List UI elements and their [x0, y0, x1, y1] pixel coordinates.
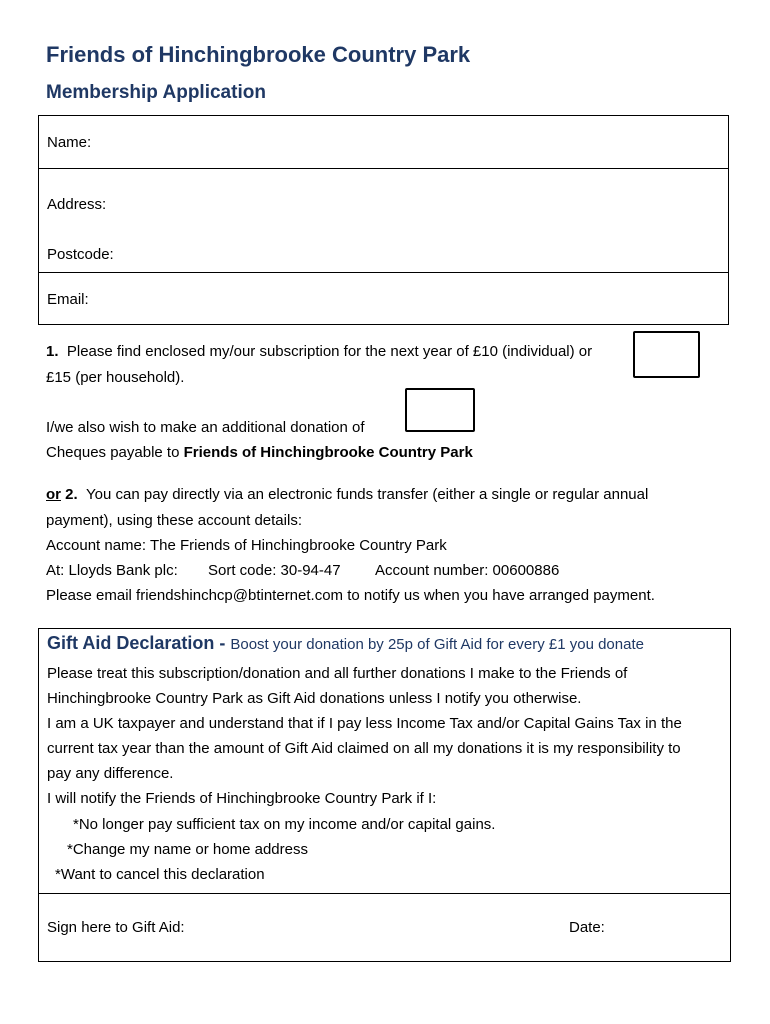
contact-details-box [38, 115, 729, 325]
bank-name: At: Lloyds Bank plc: [46, 562, 178, 579]
page-title: Friends of Hinchingbrooke Country Park [46, 42, 471, 67]
divider [39, 168, 728, 169]
sort-code: Sort code: 30-94-47 [208, 562, 341, 579]
gift-aid-box [38, 628, 731, 962]
date-label: Date: [569, 919, 605, 936]
or-label: or [46, 486, 61, 503]
divider [39, 272, 728, 273]
gift-aid-text: I am a UK taxpayer and understand that if I pay less Income Tax and/or Capital Gains Tax in the [47, 715, 682, 732]
email-field[interactable] [119, 280, 719, 318]
gift-aid-condition: *Change my name or home address [67, 841, 308, 858]
gift-aid-heading-line [47, 633, 644, 654]
gift-aid-condition: *Want to cancel this declaration [55, 866, 265, 883]
gift-aid-text: current tax year than the amount of Gift Aid claimed on all my donations it is my responsibility to [47, 740, 681, 757]
gift-aid-condition: *No longer pay sufficient tax on my income and/or capital gains. [73, 816, 496, 833]
postcode-field[interactable] [129, 234, 719, 268]
page-subtitle: Membership Application [46, 82, 266, 103]
gift-aid-text: Hinchingbrooke Country Park as Gift Aid donations unless I notify you otherwise. [47, 690, 582, 707]
gift-aid-text: Please treat this subscription/donation and all further donations I make to the Friends of [47, 665, 628, 682]
address-label: Address: [47, 196, 107, 213]
option1-line2: £15 (per household). [46, 369, 185, 386]
account-number: Account number: 00600886 [375, 562, 560, 579]
gift-aid-text: I will notify the Friends of Hinchingbrooke Country Park if I: [47, 790, 437, 807]
date-field[interactable] [614, 905, 722, 951]
email-label: Email: [47, 291, 89, 308]
gift-aid-text: pay any difference. [47, 765, 174, 782]
name-label: Name: [47, 134, 92, 151]
subscription-amount-box[interactable] [633, 331, 700, 378]
option2-text: You can pay directly via an electronic funds transfer (either a single or regular annual [86, 486, 649, 503]
cheque-payee: Friends of Hinchingbrooke Country Park [183, 444, 473, 461]
cheque-prefix: Cheques payable to [46, 444, 184, 461]
postcode-label: Postcode: [47, 246, 114, 263]
name-field[interactable] [119, 124, 719, 164]
option2-line1 [46, 486, 648, 503]
option1-line1 [46, 343, 592, 360]
donation-text: I/we also wish to make an additional donation of [46, 419, 365, 436]
divider [39, 893, 730, 894]
donation-amount-box[interactable] [405, 388, 475, 432]
option2-number: 2. [65, 486, 78, 503]
cheque-line [46, 444, 473, 461]
address-field[interactable] [129, 178, 719, 218]
gift-aid-heading: Gift Aid Declaration - [47, 633, 231, 653]
account-name: Account name: The Friends of Hinchingbrooke Country Park [46, 537, 447, 554]
sign-label: Sign here to Gift Aid: [47, 919, 185, 936]
signature-field[interactable] [199, 905, 559, 951]
gift-aid-subheading: Boost your donation by 25p of Gift Aid for every £1 you donate [230, 636, 644, 653]
option2-line2: payment), using these account details: [46, 512, 302, 529]
option1-number: 1. [46, 343, 59, 360]
payment-email-note: Please email friendshinchcp@btinternet.com to notify us when you have arranged payment. [46, 587, 655, 604]
option1-text: Please find enclosed my/our subscription for the next year of £10 (individual) or [66, 343, 593, 360]
